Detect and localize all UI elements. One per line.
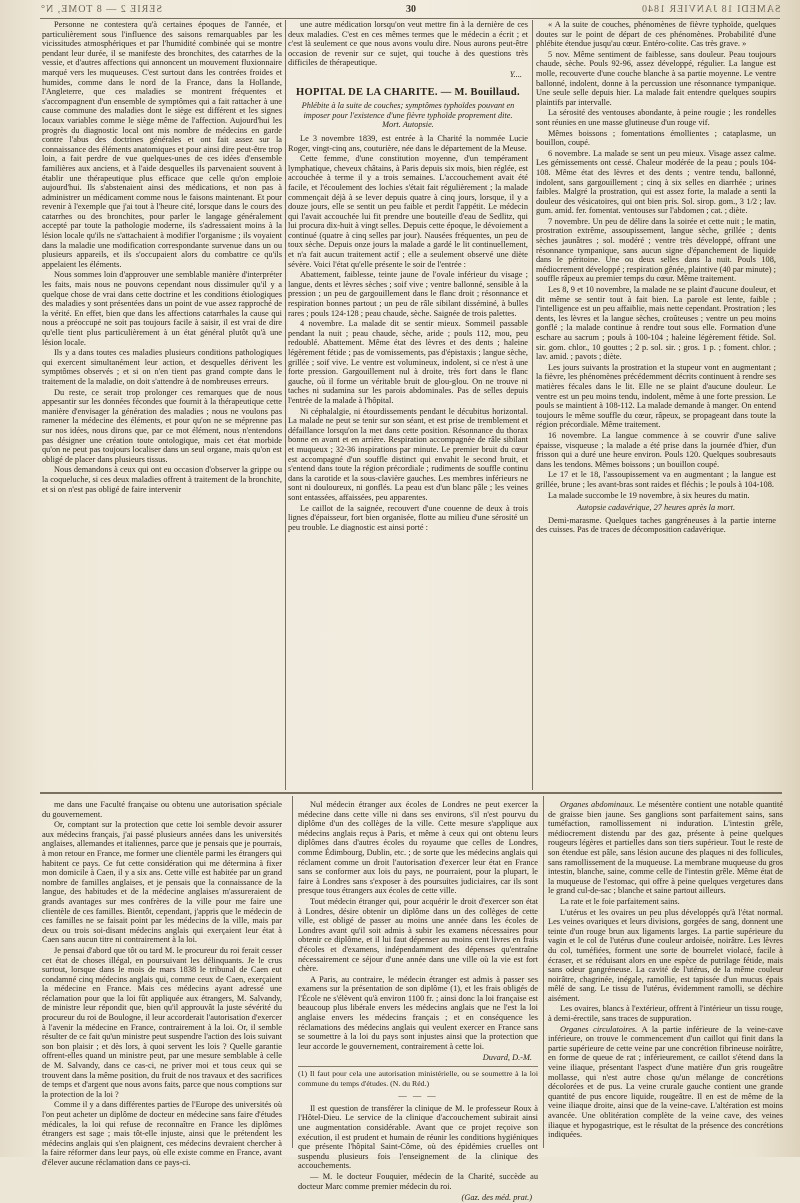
- paragraph: Abattement, faiblesse, teinte jaune de l'ovale inférieur du visage ; langue, dents et lèvres sèches ; soif vive ; ventre ballonné, sensible à la pression ; un peu de gargouillement dans le flanc droit ; résonnance et respiration bonnes partout ; un peu de râle sibilant disséminé, à bulles rares ; pouls 124-128 ; peau chaude, sèche. Saignée de trois palettes.: [288, 270, 528, 318]
- paragraph: 4 novembre. La malade dit se sentir mieux. Sommeil passable pendant la nuit ; peau chaude, sèche, aride ; pouls 112, mou, peu redoublé. Abattement. Même état des lèvres et des dents ; haleine légèrement fétide ; pas de vomissements, pas d'épistaxis ; langue sèche, grillée ; soif vive. Le ventre est volumineux, indolent, si ce n'est à une forte pression. Gargouillement nul à droite, très fort dans le flanc gauche, où il forme un véritable bruit de glou-glou. On ne trouve ni taches ni sudamina sur les parois abdominales. Pas de selles depuis l'entrée de la malade à l'hôpital.: [288, 319, 528, 405]
- paragraph: Les ovaires, blancs à l'extérieur, offrent à l'intérieur un tissu rouge, à demi-érectile, sans traces de suppuration.: [548, 1004, 783, 1024]
- paragraph: Je pensai d'abord que tôt ou tard M. le procureur du roi ferait cesser cet état de choses illégal, en poursuivant les délinquants. Je le crus surtout, lorsque dans le mois de mars 1838 le tribunal de Caen eut condamné cinq médecins anglais qui, comme ceux de Caen, exerçaient la médecine en France. Mais ces médecins ayant adressé une réclamation pour que la loi fût appliquée aux étrangers, M. Salvandy, de ministre leur répondit que, bien qu'il approuvât la juste sévérité du procureur du roi de Boulogne, il leur accorderait l'autorisation d'exercer à l'avenir la médecine en France, contrairement à la loi. Or, il semble résulter de ce fait qu'un ministre peut suspendre l'action des lois suivant son bon plaisir ; et dès lors, à quoi servent les lois ? Quelle garantie offrent-elles quand un ministre peut, par une mesure semblable à celle de M. Salvandy, dans ce cas-ci, ne priver moi et tous ceux qui se trouvent dans la même position, du fruit de nos travaux et des sacrifices de temps et d'argent que nous avons faits, parce que nous comptions sur la protection de la loi ?: [42, 945, 282, 1099]
- paragraph: une autre médication lorsqu'on veut mettre fin à la dernière de ces deux maladies. C'est en ces mêmes termes que le médecin a écrit ; et c'est là seulement ce que nous avons voulu dire. Nous aurons peut-être occasion de revenir sur ce sujet, qui touche à des questions très difficiles de thérapeutique.: [288, 20, 528, 68]
- paragraph: Mêmes boissons ; fomentations émollientes ; cataplasme, un bouillon, coupé.: [536, 128, 776, 148]
- notes-credit: (Gaz. des méd. prat.): [461, 1193, 532, 1203]
- paragraph: 5 nov. Même sentiment de faiblesse, sans douleur. Peau toujours chaude, sèche. Pouls 92-96, assez développé, régulier. La langue est molle, recouverte d'une couche blanche à sa partie moyenne. Le ventre ballonné, indolent, donne à la percussion une résonnance tympanique. Une seule selle depuis hier. La malade fait entendre quelques soupirs plaintifs par intervalle.: [536, 49, 776, 107]
- paragraph: Ni céphalalgie, ni étourdissements pendant le décubitus horizontal. La malade ne peut se tenir sur son séant, et est prise de tremblement et défaillance lorsqu'on la met dans cette position. Résonnance du thorax bonne en avant et en arrière. Respiration accompagnée de râle sibilant et muqueux ; 32-36 inspirations par minute. Le premier bruit du cœur est accompagné d'un souffle distinct qui envahit le second bruit, et s'entend dans toute la région précordiale ; rudiments de souffle continu dans la carotide et la sous-clavière gauches. Les membres inférieurs ne sont ni douloureux, ni gonflés. La peau est d'un blanc pâle ; les veines sont entassées, affaissées, peu apparentes.: [288, 406, 528, 502]
- page-number: 30: [406, 4, 416, 15]
- column-rule-4: [543, 796, 544, 1148]
- signature: Duvard, D.-M.: [482, 1053, 532, 1063]
- paragraph: Personne ne contestera qu'à certaines époques de l'année, et particulièrement sous l'influence des saisons remarquables par les vicissitudes atmosphériques et par l'humidité combinée qui se montre pendant leur durée, il se manifeste des bronchites, des catarrhes de la vessie, et d'autres affections qui annoncent un mouvement fluxionnaire marqué vers les muqueuses. C'est surtout dans les contrées froides et humides, comme dans le nord de la France, dans la Hollande, l'Angleterre, que ces maladies se montrent fréquentes et s'accompagnent d'un ensemble de symptômes qui a fait rattacher à une cause commune des maladies dont le siège est différent et les signes locaux variables comme le siège même de l'affection. Aujourd'hui les progrès du diagnostic local ont mis nombre de médecins en garde contre l'abus des doctrines générales et ont fait assez sur la connaissance des éléments anatomiques et pour ainsi dire peut-être trop loin, a fait perdre de vue quelques-unes de ces idées d'ensemble familières aux anciens, et à l'aide desquelles ils parvenaient souvent à établir une thérapeutique plus efficace que celle qu'on emploie aujourd'hui. Ils s'abstenaient ainsi des médications, et non pas à administrer un médicament comme nous le faisons maintenant. Et pour revenir à l'exemple que j'ai tout à l'heure cité, lorsque dans le cours des catarrhes ou des bronchites, pour parler le langage généralement accepté par toute la pathologie moderne, ils s'adressaient moins à la lésion locale qu'ils ne s'attachaient à modifier l'organisme ; ils voyaient dans la maladie une modification correspondante survenue dans un ou plusieurs appareils, et ils s'occupaient alors du combattre ce qu'ils appelaient les éléments.: [42, 20, 282, 269]
- bleed-through-header-left: SERIE 2 — 8 TOME, N°: [40, 4, 162, 15]
- paragraph: A Paris, au contraire, le médecin étranger est admis à passer ses examens sur la présentation de son diplôme (1), et les frais obligés de l'École ne s'élèvent qu'à environ 1100 fr. ; ainsi donc la loi française est beaucoup plus libérale envers les médecins anglais que ne l'est la loi anglaise envers les médecins français ; et en conséquence les réclamations des médecins anglais qui veulent exercer en France sans se soumettre à la loi du pays sont injustes ainsi que la protection que leur accorde le gouvernement, contrairement à cette loi.: [298, 974, 538, 1051]
- column-top-right: [536, 20, 776, 800]
- paragraph: 6 novembre. La malade se sent un peu mieux. Visage assez calme. Les gémissements ont cessé. Chaleur modérée de la peau ; pouls 104-108. Même état des lèvres et des dents ; ventre tendu, ballonné, indolent, sans gargouillement ; cinq à six selles en diarrhée ; urines faibles. Malgré la prostration, qui est assez forte, la malade a senti la douleur des vésicatoires, qui ont bien pris. Sol. sirop. gom., 3 1/2 ; lav. gum. amid. fer. fomentat. ventouses sur l'abdomen ; cat. ; diète.: [536, 148, 776, 216]
- column-bottom-middle: [298, 800, 538, 1203]
- paragraph: me dans une Faculté française ou obtenu une autorisation spéciale du gouvernement.: [42, 800, 282, 819]
- header-rule: [40, 18, 780, 19]
- paragraph: Le 17 et le 18, l'assoupissement va en augmentant ; la langue est grillée, brune ; les avant-bras sont raides et fléchis ; le pouls à 104-108.: [536, 470, 776, 489]
- circulatory-heading: Organes circulatoires.: [560, 1024, 638, 1034]
- column-top-left: [42, 20, 282, 780]
- section-title: HOPITAL DE LA CHARITE. — M. Bouillaud.: [296, 86, 520, 98]
- paragraph-text: Le mésentère contient une notable quantité de graisse bien jaune. Ses ganglions sont parfaitement sains, sans tuméfaction, ramollissement ni induration. L'intestin grêle, médiocrement distendu par des gaz, présente à peine quelques rougeurs légères et partielles dans son tiers supérieur. Tout le reste de son étendue est pâle, sans lésion aucune des plaques ni des follicules, sans ramollissement de la muqueuse. La membrane muqueuse du gros intestin, blanche, saine, comme celle de l'intestin grêle. Même état de la muqueuse de l'estomac, qui offre à peine quelques vergetures dans le grand cul-de-sac ; blanche et saine partout ailleurs.: [548, 800, 783, 896]
- separator: — — —: [398, 1091, 438, 1101]
- footnote-credit: (N. du Réd.): [390, 1078, 430, 1088]
- autopsy-heading: Autopsie cadavérique, 27 heures après la mort.: [576, 503, 736, 513]
- paragraph: « A la suite de couches, phénomènes de fièvre typhoïde, quelques doutes sur le point de départ de ces phénomènes. Probabilité d'une phlébite étendue jusqu'au cœur. Entéro-colite. Cas très grave. »: [536, 20, 776, 49]
- paragraph: Or, comptant sur la protection que cette loi semble devoir assurer aux médecins français, j'ai passé plusieurs années dans les universités anglaises, allemandes et italiennes, parce que je pensais que je pourrais, à mon retour en France, me former une clientèle parmi les étrangers qui habitent ce pays. Ce fut cette considération qui me détermina à fixer mon domicile à Caen, il y a six ans. Cette ville est habitée par un grand nombre de familles anglaises, et je pensais que la connaissance de la langue, des habitudes et de la médecine anglaises m'assureraient de grands avantages sur mes confrères de la ville pour me faire une clientèle de ces familles. Bientôt, cependant, j'appris que le médecin de ces familles ne se faisait point par les médecins de la ville, mais par deux ou trois soi-disant médecins anglais qui exerçaient leur état à Caen sans aucun titre ni contrairement à la loi.: [42, 820, 282, 945]
- paragraph-text: A la partie inférieure de la veine-cave inférieure, on trouve le commencement d'un caillot qui finit dans la partie supérieure de cette veine par une concrétion fibrineuse noirâtre, en forme de queue de rat ; inférieurement, ce caillot s'étend dans la veine iliaque, présentant l'aspect d'une matière d'un gris rougeâtre mollasse, qui n'est autre chose qu'un mélange de concrétions décolorées et de pus. La veine crurale gauche contient une grande quantité de pus encore liquide, rougeâtre. Il en est de même de la veine iliaque droite, ainsi que de la veine-cave. L'altération est moins avancée. Une oblitération complète de la veine cave, des veines iliaque et hypogastrique, est le résultat de la présence des concrétions indiquées.: [548, 1024, 783, 1140]
- paragraph: Il est question de transférer la clinique de M. le professeur Roux à l'Hôtel-Dieu. Le service de la clinique d'accouchement subirait ainsi une augmentation considérable. Avant que ce projet reçoive son exécution, il est prudent et humain de réunir les conditions hygiéniques que présente l'hôpital Saint-Côme, où des épidémies cruelles ont suspendu plusieurs fois l'enseignement de la clinique des accouchements.: [298, 1103, 538, 1171]
- paragraph: Les jours suivants la prostration et la stupeur vont en augmentant ; la fièvre, les phénomènes précédemment décrits continuent à rendre ses matières fécales dans le lit. Elle ne se plaint d'aucune douleur. Le ventre est un peu moins tendu, indolent, même à une forte pression. Le pouls se maintient à 108-112. La malade demande à manger. On entend toujours le même souffle du cœur, râpeux, se propageant dans toute la région précordiale. Même traitement.: [536, 362, 776, 430]
- column-bottom-left: [42, 800, 282, 1167]
- paragraph: 16 novembre. La langue commence à se couvrir d'une salive épaisse, visqueuse ; la malade a été prise dans la journée d'hier, d'un frisson qui a duré une heure environ. Pouls 120. Quelques soubresauts dans les tendons. Mêmes boissons ; un bouillon coupé.: [536, 430, 776, 469]
- paragraph: Demi-marasme. Quelques taches gangréneuses à la partie interne des cuisses. Pas de traces de décomposition cadavérique.: [536, 515, 776, 535]
- column-rule-3: [292, 796, 293, 1148]
- paragraph: Le caillot de la saignée, recouvert d'une couenne de deux à trois lignes d'épaisseur, fort bien organisée, flotte au milieu d'une sérosité un peu trouble. Le diagnostic est ainsi porté :: [288, 503, 528, 532]
- paragraph: Comme il y a dans différentes parties de l'Europe des universités où l'on peut acheter un diplôme de docteur en médecine sans faire d'études médicales, la loi qui refuse de reconnaître en France les diplômes étrangers est sage ; mais tôt-elle injuste, ainsi que le prétendent les médecins anglais qui s'en plaignent, ces médecins devraient chercher à la faire réformer dans leur pays, où elle existe comme en France, avant d'élever aucune réclamation dans ce pays-ci.: [42, 1100, 282, 1167]
- column-bottom-right: [548, 800, 783, 1145]
- column-rule-1: [285, 20, 286, 790]
- paragraph: Tout médecin étranger qui, pour acquérir le droit d'exercer son état à Londres, désire obtenir un diplôme dans un des collèges de cette ville, est obligé de passer au moins une année dans les écoles de Londres avant qu'il soit admis à subir les examens nécessaires pour obtenir ce diplôme, et il lui faut dépenser au moins cent livres en frais d'écoles et d'examens, indépendamment des dépenses qu'entraîne nécessairement ce séjour d'une année dans une ville où la vie est fort chère.: [298, 896, 538, 974]
- paragraph: Nous sommes loin d'approuver une semblable manière d'interpréter les faits, mais nous ne pouvons cependant nous dissimuler qu'il y a quelque chose de vrai dans cette doctrine et les conditions étiologiques des maladies y sont présentées dans un point de vue assez rapproché de la vérité. En effet, bien que dans les affections catarrhales la cause qui nous a préoccupé ne soit pas toujours facile à saisir, il est vrai de dire qu'elle tient plus particulièrement à un état général plutôt qu'à une lésion locale.: [42, 270, 282, 347]
- paragraph: La malade succombe le 19 novembre, à six heures du matin.: [548, 490, 750, 500]
- paragraph: [548, 800, 783, 896]
- paragraph: Nous demandons à ceux qui ont eu occasion d'observer la grippe ou la coqueluche, si ces deux maladies offrent à traitement de la bronchite, et si on n'est pas obligé de faire intervenir: [42, 465, 282, 494]
- paragraph: L'utérus et les ovaires un peu plus développés qu'à l'état normal. Les veines ovariques et leurs divisions, gorgées de sang, donnent une teinte d'un rouge brun aux ligaments larges. La partie supérieure du vagin et le col de l'utérus d'une couleur ardoisée, noirâtre. Les lèvres du col, tuméfiées, forment une sorte de bourrelet violacé, facile à écraser, et se réduisant alors en une espèce de putrilage fétide, mais sans odeur gangréneuse. La cavité de l'utérus, de la même couleur noirâtre, chagrinée, inégale, ramollie, est tapissée d'un mucus épais mêlé de sang. Le tissu de l'utérus, évidemment ramolli, se déchire aisément.: [548, 907, 783, 1003]
- paragraph: Nul médecin étranger aux écoles de Londres ne peut exercer la médecine dans cette ville ni dans ses environs, s'il n'est pourvu du diplôme d'un des collèges de la ville. Cette mesure s'applique aux médecins anglais reçus à Paris, et même à ceux qui ont obtenu leurs diplômes dans d'autres écoles du royaume que celles de Londres, comme Édimbourg, Dublin, etc. ; de sorte que les médecins anglais qui réclament comme un droit l'autorisation d'exercer leur état en France sans se conformer aux lois du pays, ne pourraient, pour la plupart, le faire à Londres sans s'exposer à des poursuites judiciaires, car ils sont presque tous étrangers aux écoles de cette ville.: [298, 800, 538, 896]
- paragraph: — M. le docteur Fouquier, médecin de la Charité, succède au docteur Marc comme premier médecin du roi.: [298, 1171, 538, 1191]
- bleed-through-header-right: SAMEDI 18 JANVIER 1840: [640, 4, 780, 15]
- paragraph: La rate et le foie parfaitement sains.: [560, 896, 680, 906]
- column-top-middle: [288, 20, 528, 780]
- paragraph: [548, 1025, 783, 1140]
- column-rule-2: [532, 20, 533, 790]
- article-deck: Phlébite à la suite de couches; symptômes typhoïdes pouvant en imposer pour l'existence d'une fièvre typhoïde proprement dite. Mort. Autopsie.: [301, 101, 515, 130]
- paragraph: 7 novembre. Un peu de délire dans la soirée et cette nuit ; le matin, prostration extrême, assoupissement, langue sèche, grillée ; dents sèches jaunâtres ; sol. modéré ; ventre très développé, offrant une résonnance tympanique, sans aucun signe d'épanchement de liquide dans le péritoine. Une ou deux selles dans la nuit. Pouls 108, médiocrement développé ; respiration gênée, plaintive (40 par minute) ; souffle râpeux au premier temps du cœur. Même traitement.: [536, 216, 776, 284]
- paragraph: Les 8, 9 et 10 novembre, la malade ne se plaint d'aucune douleur, et dit même se sentir tout à fait bien. La parole est lente, faible ; l'intelligence est un peu affaiblie, mais nette cependant. Prostration ; les dents, les lèvres et la langue sèches, croûteuses ; ventre un peu moins gonflé ; la malade continue à rendre tout sous elle. Formation d'une eschare au sacrum ; pouls à 100-104 ; haleine légèrement fétide. Sol. sir. gom. chlor., 10 gouttes ; 2 p. sol. sir. ; gros. 1 p. ; foment. chlor. ; lav. amid. ; pavots ; diète.: [536, 285, 776, 362]
- signature: Y....: [509, 69, 522, 79]
- paragraph: Du reste, ce serait trop prolonger ces remarques que de nous appesantir sur les données fécondes que fournit à la thérapeutique cette manière d'envisager la génération des maladies ; nous ne voulons pas ramener la médecine des éléments, et pour qu'on ne se méprenne pas sur nos idées, nous dirons que, par ce mot élément, nous n'entendons pas désigner une création toute ontologique, mais cet état morbide qu'on ne peut pas toujours localiser dans un seul organe, mais qu'on est obligé de placer dans plusieurs tissus.: [42, 387, 282, 464]
- paragraph: Ils y a dans toutes ces maladies plusieurs conditions pathologiques qui exercent simultanément leur action, et desquelles dérivent les symptômes observés ; et si on n'en tient pas grand compte dans le traitement de la maladie, on doit s'attendre à de nombreuses erreurs.: [42, 348, 282, 386]
- paragraph: Le 3 novembre 1839, est entrée à la Charité la nommée Lucie Roger, vingt-cinq ans, couturière, née dans le département de la Meuse.: [288, 133, 528, 153]
- paragraph: Cette femme, d'une constitution moyenne, d'un tempérament lymphatique, cheveux châtains, à Paris depuis six mois, bien réglée, est accouchée à terme il y a trois semaines. L'accouchement avait été facile, et l'écoulement des lochies s'était fait régulièrement ; la malade commençait déjà à se lever depuis quatre à cinq jours, lorsque, il y a douze jours, elle se sentit un peu faible et perdit l'appétit. Le médecin qui l'avait accouchée lui fit prendre une bouteille d'eau de Sedlitz, qui lui procura dix-huit à vingt selles. Depuis cette époque, le dévoiement a continué (quatre à cinq selles par jour). Nausées fréquentes, un peu de toux sèche. Depuis onze jours la malade a gardé le lit continuellement, et n'a fait aucun traitement actif ; elle a seulement observé une diète sévère. Voici l'état qu'elle présente le soir de l'entrée :: [288, 154, 528, 269]
- footnote: [298, 1066, 538, 1088]
- footnote-text: (1) Il faut pour cela une autorisation ministérielle, ou se soumettre à la loi commune du temps d'études.: [298, 1069, 538, 1088]
- paragraph: La sérosité des ventouses abondante, à peine rougie ; les rondelles sont réunies en une masse glutineuse d'un rouge vif.: [536, 108, 776, 127]
- organs-heading: Organes abdominaux.: [560, 800, 635, 809]
